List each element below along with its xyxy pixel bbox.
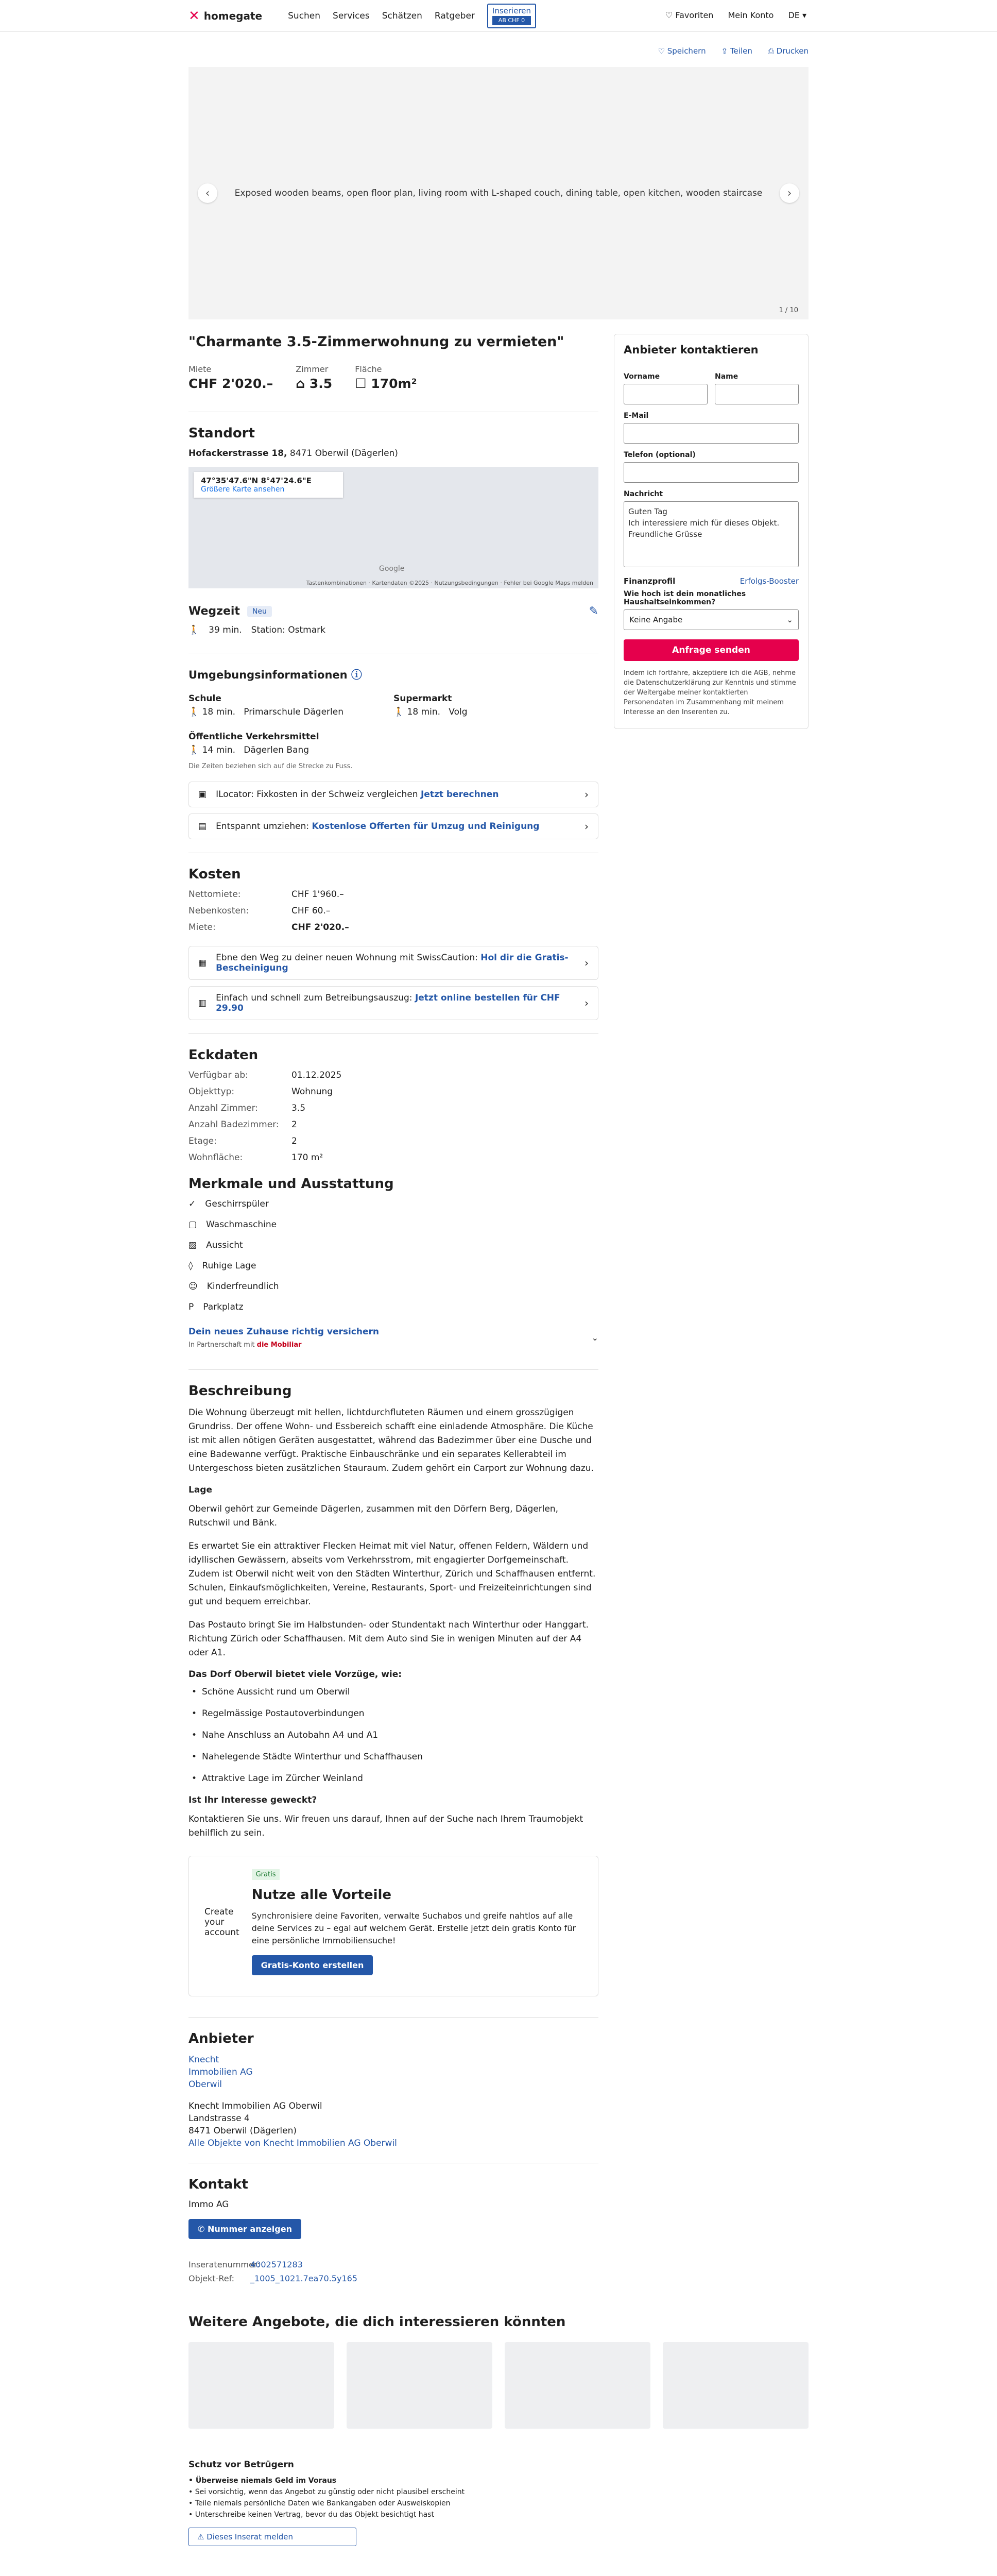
save-button[interactable]: ♡ Speichern xyxy=(658,46,706,56)
wegzeit-row: 🚶 39 min. Station: Ostmark xyxy=(188,625,325,635)
env-grid xyxy=(188,693,598,755)
main-nav xyxy=(288,4,536,28)
sidebar xyxy=(614,334,809,2283)
walk-icon: 🚶 xyxy=(188,625,200,635)
listing-ids: Inseratenummer: 4002571283 Objekt-Ref: _1005_1021.7ea70.5y165 xyxy=(188,2260,357,2283)
child-icon: ☺ xyxy=(188,1281,198,1292)
advantages-list: • Schöne Aussicht rund um Oberwil • Regelmässige Postautoverbindungen • Nahe Anschluss an Autobahn A4 und A1 • Nahelegende Städte Winterthur und Schaffhausen • Attraktive Lage im Zürcher Weinland xyxy=(188,1687,598,1784)
env-heading: Umgebungsinformationen ⓘ xyxy=(188,669,362,681)
offer-card[interactable] xyxy=(347,2342,492,2429)
chevron-down-icon[interactable]: ⌄ xyxy=(591,1333,598,1343)
feature-item: ✓ Geschirrspüler xyxy=(188,1199,269,1209)
account-promo: Create your account Gratis Nutze alle Vorteile Synchronisiere deine Favoriten, verwalte Suchabos und greife nahtlos auf alle deine Services zu – egal auf welchem Gerät. Erstelle jetzt dein gratis Konto für eine persönliche Immobiliensuche! Gratis-Konto erstellen xyxy=(188,1856,598,1996)
chevron-right-icon: › xyxy=(585,957,589,969)
env-school: Schule 🚶 18 min. Primarschule Dägerlen xyxy=(188,693,343,717)
provider-logo[interactable]: Knecht xyxy=(188,2055,219,2065)
costs-table: Nettomiete: CHF 1'960.– Nebenkosten: CHF 60.– Miete: CHF 2'020.– xyxy=(188,889,349,933)
contact-section: Kontakt Immo AG ✆ Nummer anzeigen Inseratenummer: 4002571283 Objekt-Ref: _1005_1021.7ea70.5y165 xyxy=(188,2177,598,2283)
show-number-button[interactable]: ✆ Nummer anzeigen xyxy=(188,2219,301,2239)
map-attribution: Tastenkombinationen · Kartendaten ©2025 · Nutzungsbedingungen · Fehler bei Google Maps melden xyxy=(306,580,593,586)
share-button[interactable]: ⇪ Teilen xyxy=(721,46,752,56)
income-select[interactable]: Keine Angabe ⌄ xyxy=(624,609,799,630)
listing-actions xyxy=(188,32,809,67)
fraud-protection: Schutz vor Betrügern • Überweise niemals Geld im Voraus • Sei vorsichtig, wenn das Angebot zu günstig oder nicht plausibel erscheint • Teile niemals persönliche Daten wie Bankangaben oder Ausweiskopien • Unterschreibe keinen Vertrag, bevor du das Objekt besichtigt hast ⚠ Dieses Inserat melden xyxy=(188,2460,809,2546)
fact-area: Fläche ☐ 170m² xyxy=(355,364,417,391)
nav-schaetzen[interactable]: Schätzen xyxy=(382,10,422,21)
page-content xyxy=(188,32,809,2576)
gallery-caption: Exposed wooden beams, open floor plan, living room with L-shaped couch, dining table, open kitchen, wooden staircase xyxy=(234,188,763,198)
listing-title: "Charmante 3.5-Zimmerwohnung zu vermieten" xyxy=(188,334,564,350)
phone-field[interactable] xyxy=(624,462,799,483)
quiet-icon: ◊ xyxy=(188,1261,193,1271)
nav-services[interactable]: Services xyxy=(333,10,370,21)
legal-text: Indem ich fortfahre, akzeptiere ich die AGB, nehme die Datenschutzerklärung zur Kenntnis und stimme der Weitergabe meiner kontaktierten Personendaten im Zusammenhang mit meinem Interesse an den Inserenten zu. xyxy=(624,669,796,716)
create-account-button[interactable]: Gratis-Konto erstellen xyxy=(252,1955,373,1975)
more-offers: Weitere Angebote, die dich interessieren könnten xyxy=(188,2314,809,2429)
chevron-down-icon: ⌄ xyxy=(786,615,793,624)
costs-heading: Kosten xyxy=(188,867,241,882)
new-badge: Neu xyxy=(247,606,272,617)
mobiliar-insurance[interactable]: Dein neues Zuhause richtig versichern In Partnerschaft mit die Mobiliar ⌄ xyxy=(188,1327,598,1349)
offer-card[interactable] xyxy=(663,2342,809,2429)
photo-gallery[interactable] xyxy=(188,67,809,319)
walk-icon: 🚶 xyxy=(393,707,407,717)
all-objects-link[interactable]: Alle Objekte von Knecht Immobilien AG Oberwil xyxy=(188,2138,397,2148)
send-request-button[interactable]: Anfrage senden xyxy=(624,639,799,661)
account-link[interactable]: Mein Konto xyxy=(728,10,774,20)
offer-card[interactable] xyxy=(188,2342,334,2429)
top-header xyxy=(0,0,997,32)
certificate-icon: ▦ xyxy=(198,958,207,968)
provider: Anbieter Knecht Immobilien AG Oberwil Knecht Immobilien AG Oberwil Landstrasse 4 8471 Oberwil (Dägerlen) Alle Objekte von Knecht Immobilien AG Oberwil xyxy=(188,2031,397,2148)
language-select[interactable]: DE ▾ xyxy=(788,10,806,20)
ilocator-link[interactable]: ▣ ILocator: Fixkosten in der Schweiz vergleichen Jetzt berechnen › xyxy=(188,782,598,807)
map-pin-icon: ▣ xyxy=(198,789,207,800)
firstname-field[interactable] xyxy=(624,384,708,404)
edit-icon[interactable]: ✎ xyxy=(589,605,598,618)
area-icon: ☐ xyxy=(355,376,371,391)
message-field[interactable]: Guten Tag Ich interessiere mich für dieses Objekt. Freundliche Grüsse xyxy=(624,501,799,567)
feature-item: ▨ Aussicht xyxy=(188,1240,243,1250)
feature-item: ▢ Waschmaschine xyxy=(188,1219,277,1230)
env-note: Die Zeiten beziehen sich auf die Strecke zu Fuss. xyxy=(188,762,353,770)
price-badge: AB CHF 0 xyxy=(492,16,531,25)
chevron-right-icon: › xyxy=(585,788,589,801)
check-icon: ✓ xyxy=(188,1199,196,1209)
chevron-right-icon: › xyxy=(585,820,589,833)
map[interactable] xyxy=(188,467,598,588)
env-transport: Öffentliche Verkehrsmittel 🚶 14 min. Dägerlen Bang xyxy=(188,732,319,755)
gallery-counter: 1 / 10 xyxy=(779,307,798,314)
logo-icon: ✕ xyxy=(188,8,200,24)
chevron-right-icon: › xyxy=(585,997,589,1009)
document-icon: ▥ xyxy=(198,998,207,1008)
chevron-left-icon[interactable]: ‹ xyxy=(198,183,217,203)
truck-icon: ▤ xyxy=(198,821,207,832)
fact-rooms: Zimmer ⌂ 3.5 xyxy=(296,364,333,391)
header-right xyxy=(665,10,806,20)
larger-map-link[interactable]: Größere Karte ansehen xyxy=(201,485,285,494)
swisscaution-link[interactable]: ▦ Ebne den Weg zu deiner neuen Wohnung mit SwissCaution: Hol dir die Gratis-Bescheinigung › xyxy=(188,946,598,980)
main-column xyxy=(188,334,598,2283)
favorites-link[interactable]: ♡ Favoriten xyxy=(665,10,714,20)
wegzeit-heading: Wegzeit Neu ✎ xyxy=(188,605,598,618)
contact-form: Anbieter kontaktieren Vorname Name E-Mail Telefon (optional) Nachricht Guten Tag Ich interessiere mich für dieses Objekt. Freundliche Grüsse Finanzprofil Erfolgs-Booster Wie hoch ist dein monatliches Haushaltseinkommen? Keine Angabe ⌄ Anfrage senden Indem ich fortfahre, akzeptiere ich die AGB, nehme die Datenschutzerklärung zur Kenntnis und stimme der Weitergabe meiner kontaktierten Personendaten im Zusammenhang mit meinem Interesse an den Inserenten zu. xyxy=(614,334,809,729)
description: Beschreibung Die Wohnung überzeugt mit hellen, lichtdurchfluteten Räumen und einem grosszügigen Grundriss. Der offene Wohn- und Essbereich schafft eine einladende Atmosphäre. Die Küche ist mit allen nötigen Geräten ausgestattet, während das Badezimmer über eine Dusche und eine Badewanne verfügt. Praktische Einbauschränke und ein separates Kellerabteil im Untergeschoss bieten zusätzlichen Stauraum. Zudem gehört ein Carport zur Wohnung dazu. Lage Oberwil gehört zur Gemeinde Dägerlen, zusammen mit den Dörfern Berg, Dägerlen, Rutschwil und Bänk. Es erwartet Sie ein attraktiver Flecken Heimat mit viel Natur, offenen Feldern, Wäldern und idyllischen Gewässern, abseits vom Verkehrsstrom, mit engagierter Dorfgemeinschaft. Zudem ist Oberwil nicht weit von den Städten Winterthur, Zürich und Schaffhausen entfernt. Schulen, Einkaufsmöglichkeiten, Vereine, Restaurants, Sport- und Freizeiteinrichtungen sind gut und bequem erreichbar. Das Postauto bringt Sie im Halbstunden- oder Stundentakt nach Winterthur oder Hanggart. Richtung Zürich oder Schaffhausen. Mit dem Auto sind Sie in wenigen Minuten auf der A4 oder A1. Das Dorf Oberwil bietet viele Vorzüge, wie: • Schöne Aussicht rund um Oberwil • Regelmässige Postautoverbindungen • Nahe Anschluss an Autobahn A4 und A1 • Nahelegende Städte Winterthur und Schaffhausen • Attraktive Lage im Zürcher Weinland Ist Ihr Interesse geweckt? Kontaktieren Sie uns. Wir freuen uns darauf, Ihnen auf der Suche nach Ihrem Traumobjekt behilflich zu sein. xyxy=(188,1383,598,1840)
email-field[interactable] xyxy=(624,423,799,444)
inserieren-button[interactable]: Inserieren AB CHF 0 xyxy=(487,4,536,28)
fact-rent: Miete CHF 2'020.– xyxy=(188,364,273,391)
lastname-field[interactable] xyxy=(715,384,799,404)
gratis-badge: Gratis xyxy=(252,1869,280,1880)
moving-link[interactable]: ▤ Entspannt umziehen: Kostenlose Offerten für Umzug und Reinigung › xyxy=(188,814,598,839)
view-icon: ▨ xyxy=(188,1240,197,1250)
report-listing-button[interactable]: ⚠ Dieses Inserat melden xyxy=(188,2528,356,2546)
booster-link[interactable]: Erfolgs-Booster xyxy=(740,577,799,586)
features-heading: Merkmale und Ausstattung xyxy=(188,1176,394,1192)
address: Hofackerstrasse 18, 8471 Oberwil (Dägerlen) xyxy=(188,448,398,459)
env-supermarket: Supermarkt 🚶 18 min. Volg xyxy=(393,693,468,717)
house-icon: ⌂ xyxy=(296,376,310,391)
offer-card[interactable] xyxy=(505,2342,650,2429)
eckdaten-heading: Eckdaten xyxy=(188,1047,259,1063)
map-info-box: 47°35'47.6"N 8°47'24.6"E Größere Karte ansehen xyxy=(194,472,343,498)
mobiliar-logo: die Mobiliar xyxy=(256,1341,302,1349)
chevron-right-icon[interactable]: › xyxy=(780,183,799,203)
info-icon[interactable]: ⓘ xyxy=(351,669,362,681)
key-facts xyxy=(188,364,598,391)
walk-icon: 🚶 xyxy=(188,745,202,755)
homegate-logo[interactable]: ✕ homegate xyxy=(188,8,263,24)
feature-item: ◊ Ruhige Lage xyxy=(188,1261,256,1271)
nav-suchen[interactable]: Suchen xyxy=(288,10,321,21)
feature-item: ☺ Kinderfreundlich xyxy=(188,1281,279,1292)
eckdaten-table: Verfügbar ab: 01.12.2025 Objekttyp: Wohnung Anzahl Zimmer: 3.5 Anzahl Badezimmer: 2 Etage: 2 Wohnfläche: 170 m² xyxy=(188,1070,342,1163)
google-logo: Google xyxy=(379,565,405,573)
feature-item: P Parkplatz xyxy=(188,1302,244,1312)
walk-icon: 🚶 xyxy=(188,707,202,717)
nav-ratgeber[interactable]: Ratgeber xyxy=(434,10,475,21)
betreibung-link[interactable]: ▥ Einfach und schnell zum Betreibungsauszug: Jetzt online bestellen für CHF 29.90 › xyxy=(188,986,598,1020)
print-button[interactable]: ⎙ Drucken xyxy=(767,46,809,56)
location-heading: Standort xyxy=(188,426,255,441)
parking-icon: P xyxy=(188,1302,194,1312)
washer-icon: ▢ xyxy=(188,1219,197,1230)
